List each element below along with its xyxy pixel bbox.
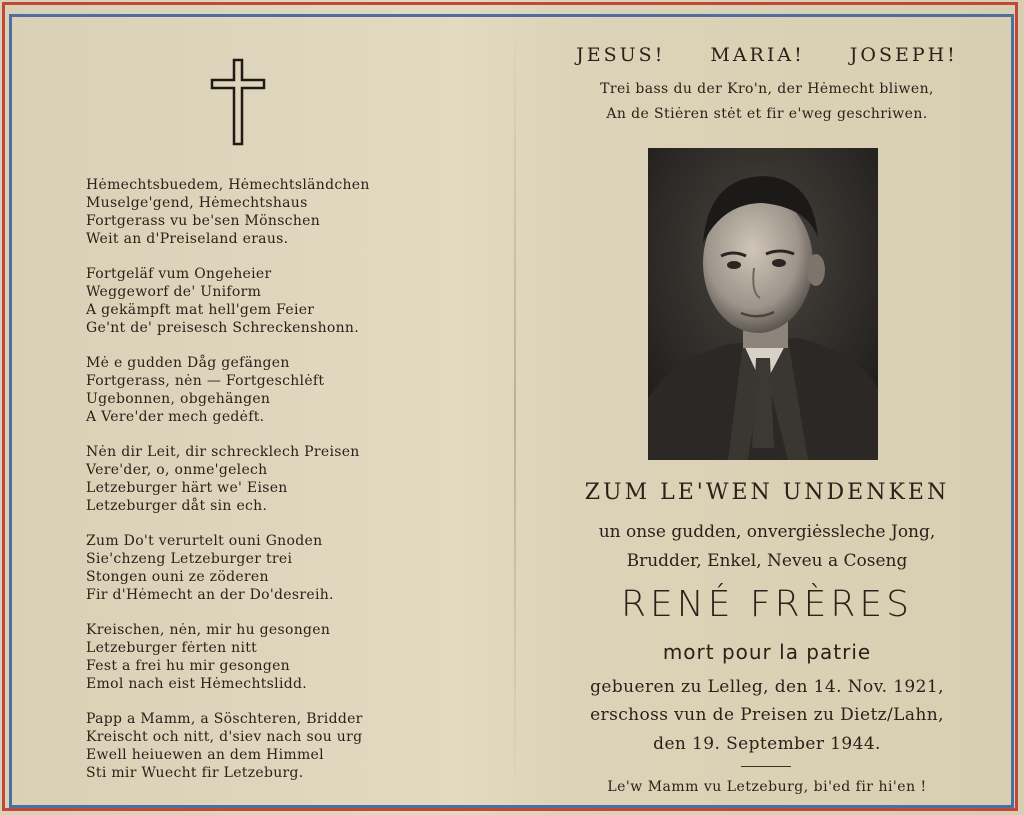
- poem-line: Hėmechtsbuedem, Hėmechtsländchen: [86, 177, 370, 193]
- poem-stanza: [86, 532, 496, 604]
- poem-line: Letzeburger dåt sin ech.: [86, 498, 268, 514]
- poem-line: Ge'nt de' preisesch Schreckenshonn.: [86, 320, 359, 336]
- dedication-line-1: un onse gudden, onvergiėssleche Jong,: [598, 522, 936, 542]
- poem-line: A gekämpft mat hell'gem Feier: [86, 302, 315, 318]
- poem-line: Fortgerass, nėn — Fortgeschlėft: [86, 373, 325, 389]
- poem-line: Ewell heiuewen an dem Himmel: [86, 747, 324, 763]
- death-place-line: erschoss vun de Preisen zu Dietz/Lahn,: [590, 705, 944, 725]
- motto-line-2: An de Stiėren stėt et fir e'weg geschriwen.: [606, 106, 928, 122]
- latin-cross-icon: [208, 58, 268, 148]
- footer-prayer: Le'w Mamm vu Letzeburg, bi'ed fir hi'en !: [607, 779, 927, 795]
- poem-line: Stongen ouni ze zöderen: [86, 569, 269, 585]
- poem-line: Emol nach eist Hėmechtslidd.: [86, 676, 307, 692]
- portrait-photo: [648, 148, 878, 460]
- birth-line: gebueren zu Lelleg, den 14. Nov. 1921,: [590, 677, 944, 697]
- poem-line: Kreischen, nėn, mir hu gesongen: [86, 622, 331, 638]
- poem-line: Fest a frei hu mir gesongen: [86, 658, 290, 674]
- poem-stanza: [86, 710, 496, 782]
- poem: [86, 176, 496, 799]
- poem-line: Zum Do't verurtelt ouni Gnoden: [86, 533, 323, 549]
- poem-line: Sie'chzeng Letzeburger trei: [86, 551, 293, 567]
- poem-line: Muselge'gend, Hėmechtshaus: [86, 195, 308, 211]
- poem-stanza: [86, 621, 496, 693]
- card-fold: [514, 18, 516, 806]
- poem-line: Weit an d'Preiseland eraus.: [86, 231, 289, 247]
- poem-line: A Vere'der mech gedėft.: [86, 409, 265, 425]
- poem-line: Vere'der, o, onme'gelech: [86, 462, 268, 478]
- poem-line: Mė e gudden Dåg gefängen: [86, 355, 290, 371]
- poem-line: Fir d'Hėmecht an der Do'desreih.: [86, 587, 334, 603]
- poem-line: Fortgeläf vum Ongeheier: [86, 266, 272, 282]
- poem-line: Kreischt och nitt, d'siev nach sou urg: [86, 729, 363, 745]
- deceased-name: RENÉ FRÈRES: [621, 584, 913, 625]
- poem-stanza: [86, 265, 496, 337]
- poem-line: Ugebonnen, obgehängen: [86, 391, 271, 407]
- header-invocation: JESUS! MARIA! JOSEPH!: [576, 44, 958, 66]
- poem-stanza: [86, 354, 496, 426]
- poem-stanza: [86, 443, 496, 515]
- poem-line: Nėn dir Leit, dir schrecklech Preisen: [86, 444, 360, 460]
- poem-line: Sti mir Wuecht fir Letzeburg.: [86, 765, 304, 781]
- poem-line: Papp a Mamm, a Söschteren, Bridder: [86, 711, 363, 727]
- poem-stanza: [86, 176, 496, 248]
- poem-line: Fortgerass vu be'sen Mönschen: [86, 213, 321, 229]
- mort-pour-la-patrie: mort pour la patrie: [662, 640, 872, 664]
- poem-line: Weggeworf de' Uniform: [86, 284, 262, 300]
- poem-line: Letzeburger fėrten nitt: [86, 640, 258, 656]
- poem-line: Letzeburger härt we' Eisen: [86, 480, 288, 496]
- divider-rule: [741, 766, 791, 767]
- death-date-line: den 19. September 1944.: [653, 734, 881, 754]
- motto-line-1: Trei bass du der Kro'n, der Hėmecht bliwen,: [600, 81, 934, 97]
- dedication-line-2: Brudder, Enkel, Neveu a Coseng: [626, 551, 908, 571]
- memorial-title: ZUM LE'WEN UNDENKEN: [584, 480, 950, 505]
